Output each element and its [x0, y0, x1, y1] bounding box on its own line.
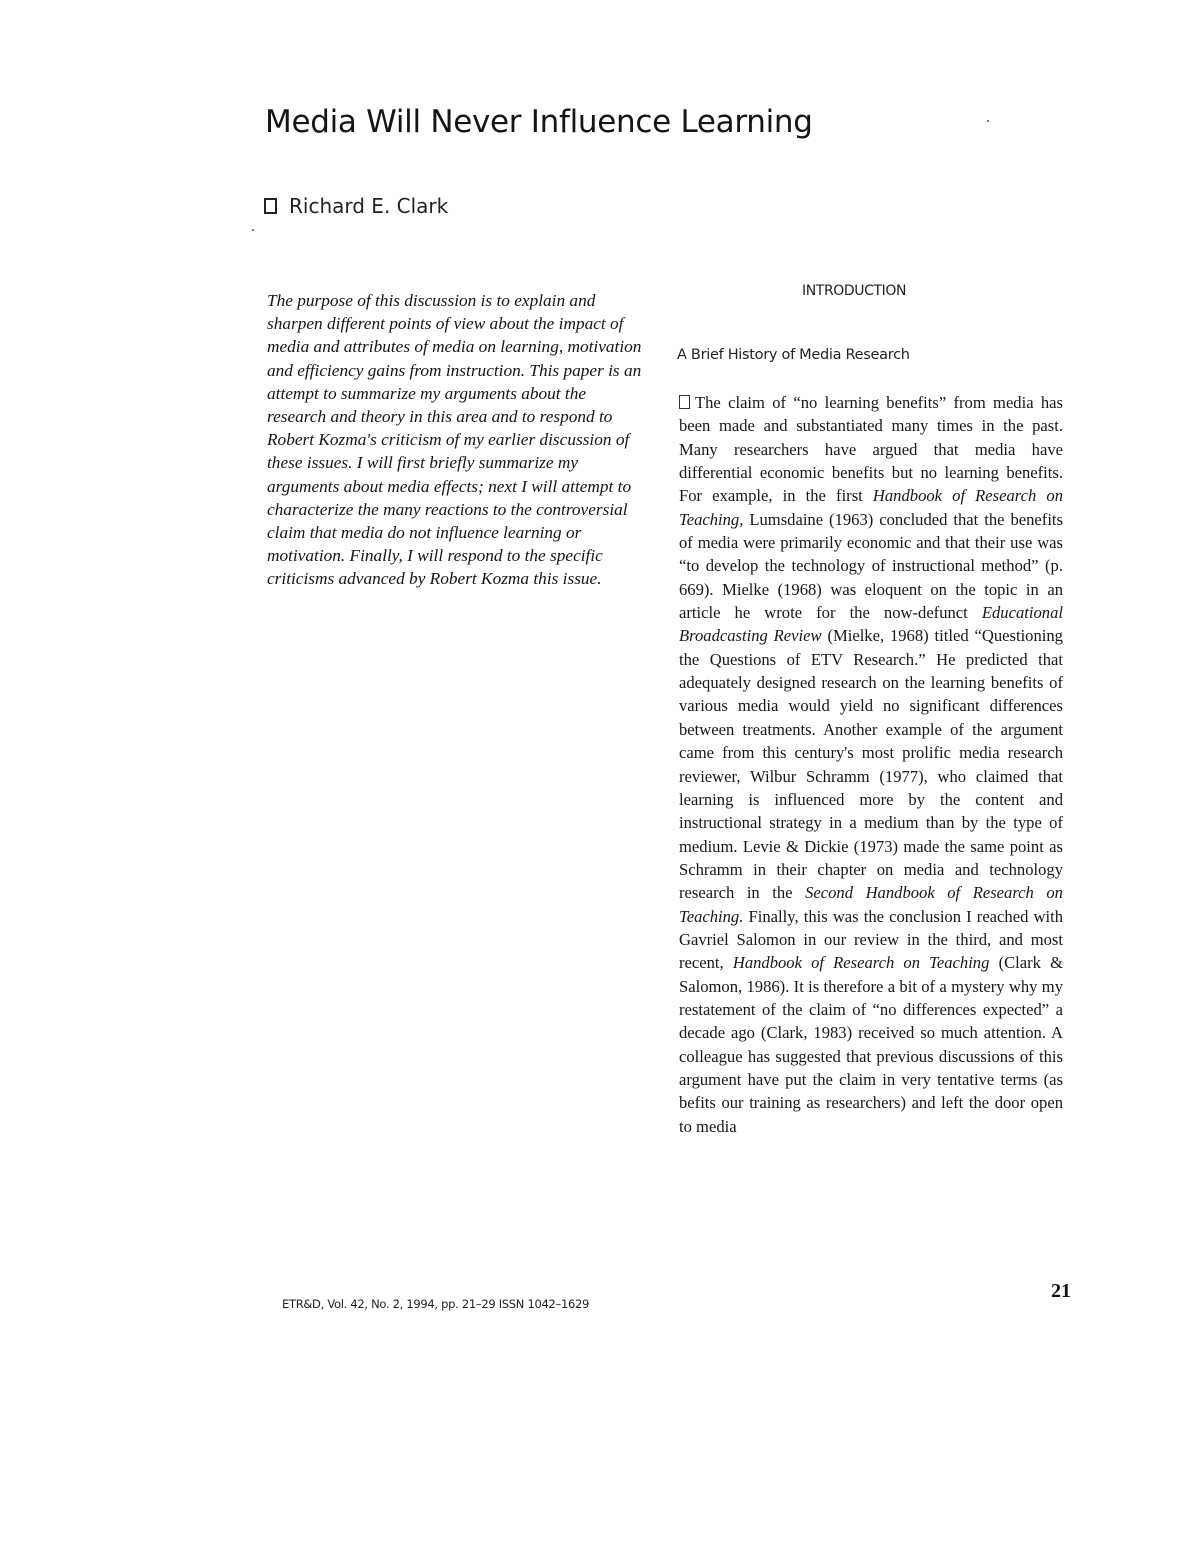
- body-paragraph: [679, 391, 1063, 1138]
- body-text-run: (Mielke, 1968) titled “Questioning the Questions of ETV Research.” He predicted that adequately designed research on the learning benefits of various media would yield no significant differences between treatments. Another example of the argument came from this century's most prolific media research reviewer, Wilbur Schramm (1977), who claimed that learning is influenced more by the content and instructional strategy in a medium than by the type of medium. Levie & Dickie (1973) made the same point as Schramm in their chapter on media and technology research in the: [679, 626, 1063, 903]
- abstract: The purpose of this discussion is to explain and sharpen different points of view about the impact of media and attributes of media on learning, motivation and efficiency gains from instruction. This paper is an attempt to summarize my arguments about the research and theory in this area and to respond to Robert Kozma's criticism of my earlier discussion of these issues. I will first briefly summarize my arguments about media effects; next I will attempt to characterize the many reactions to the controversial claim that media do not influence learning or motivation. Finally, I will respond to the specific criticisms advanced by Robert Kozma this issue.: [267, 291, 642, 589]
- body-text-run: (Clark & Salomon, 1986). It is therefore a bit of a mystery why my restatement of the claim of “no differences expected” a decade ago (Clark, 1983) received so much attention. A colleague has suggested that previous discussions of this argument have put the claim in very tentative terms (as befits our training as researchers) and left the door open to media: [679, 953, 1064, 1136]
- italic-title: Second Handbook of Research on Teaching.: [679, 883, 1063, 926]
- body-text-run: Finally, this was the conclusion I reached with Gavriel Salomon in our review in the third, and most recent,: [679, 906, 1063, 973]
- author-name: Richard E. Clark: [289, 194, 449, 218]
- italic-title: Handbook of Research on Teaching,: [679, 486, 1064, 529]
- article-title: Media Will Never Influence Learning: [265, 104, 813, 140]
- page-number: 21: [1051, 1280, 1071, 1302]
- section-heading: INTRODUCTION: [802, 283, 907, 299]
- square-box-icon: [679, 395, 690, 409]
- italic-title: Handbook of Research on Teaching: [732, 953, 990, 973]
- scan-speck: [987, 120, 989, 122]
- footer-citation: ETR&D, Vol. 42, No. 2, 1994, pp. 21–29 ISSN 1042–1629: [282, 1297, 590, 1311]
- italic-title: Educational Broadcasting Review: [679, 603, 1063, 646]
- body-text-run: Lumsdaine (1963) concluded that the benefits of media were primarily economic and that their use was “to develop the technology of instructional method” (p. 669). Mielke (1968) was eloquent on the topic in an article he wrote for the now-defunct: [679, 509, 1063, 623]
- square-box-icon: [264, 198, 277, 214]
- body-text-run: The claim of “no learning benefits” from media has been made and substantiated many times in the past. Many researchers have argued that media have differential economic benefits but no learning benefits. For example, in the first: [679, 393, 1063, 506]
- scan-speck: [252, 229, 254, 231]
- author-byline: [264, 194, 448, 218]
- subsection-heading: A Brief History of Media Research: [677, 347, 910, 363]
